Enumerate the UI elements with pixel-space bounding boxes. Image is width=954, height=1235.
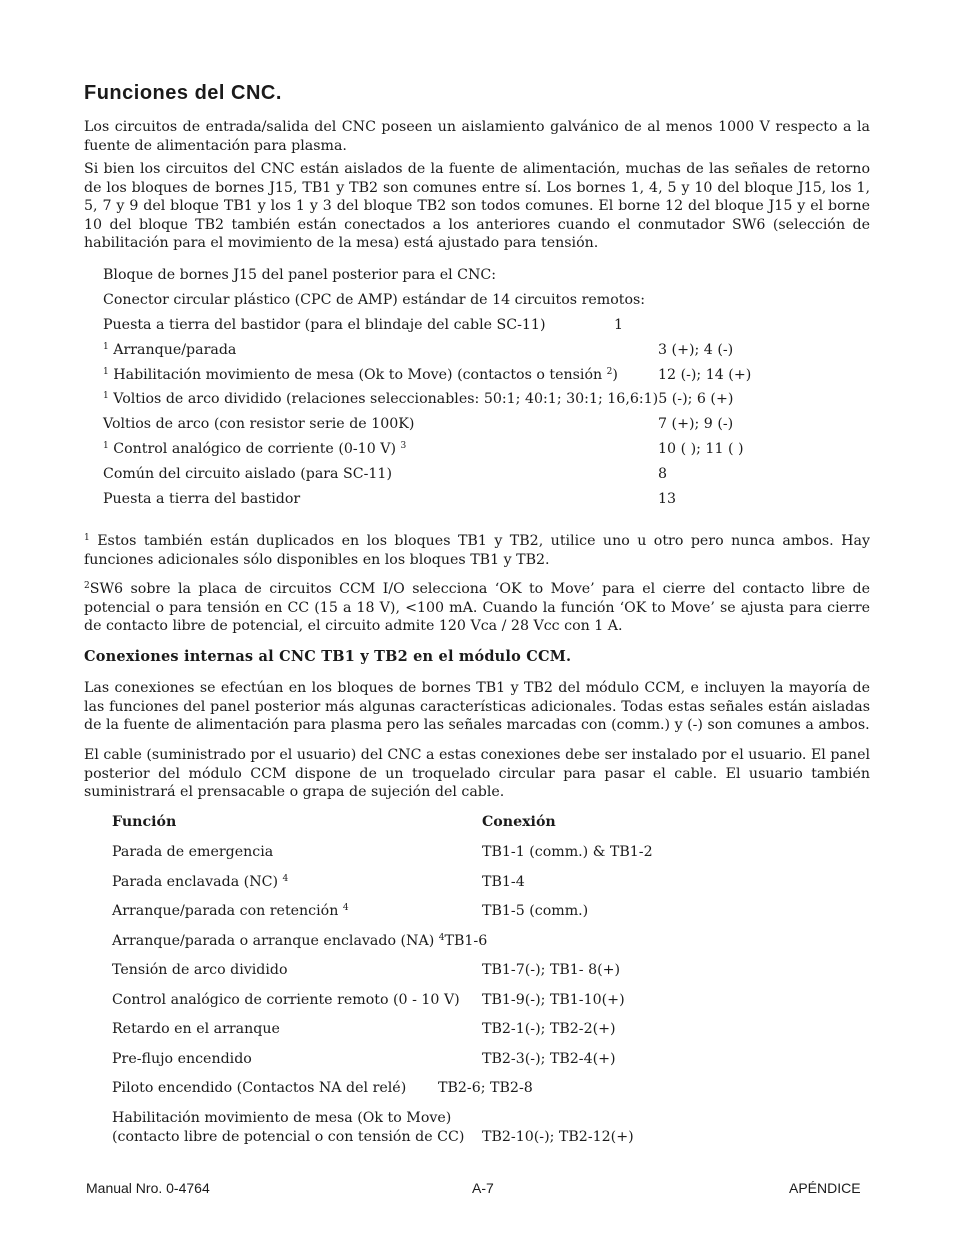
j15-row-value: 10 ( ); 11 ( ): [658, 441, 744, 457]
j15-row-label: $^1$ Habilitación movimiento de mesa (Ok to Move) (contactos o tensión $^2$): [103, 367, 618, 383]
j15-row-value: 3 (+); 4 (-): [658, 342, 734, 358]
j15-row-label: Común del circuito aislado (para SC-11): [103, 466, 392, 482]
table-row-connection: TB2-10(-); TB2-12(+): [482, 1129, 634, 1145]
footnote-2: $^2$SW6 sobre la placa de circuitos CCM I/O selecciona ‘OK to Move’ para el cierre del contacto libre de potencial o para tensión en CC (15 a 18 V), <100 mA. Cuando la función ‘OK to Move’ se ajusta para cierre de contacto libre de potencial, el circuito admite 120 Vca / 28 Vcc con 1 A.: [84, 581, 870, 635]
table-row-function: Piloto encendido (Contactos NA del relé): [112, 1080, 407, 1096]
j15-row-value: 12 (-); 14 (+): [658, 367, 752, 383]
section-paragraph-2: El cable (suministrado por el usuario) del CNC a estas conexiones debe ser instalado por el usuario. El panel posterior del módulo CCM dispone de un troquelado circular para pasar el cable. El usuario también suministrará el prensacable o grapa de sujeción del cable.: [84, 747, 870, 801]
j15-row-label: $^1$ Voltios de arco dividido (relaciones seleccionables: 50:1; 40:1; 30:1; 16,6:1)5 (-); 6 (+): [103, 391, 734, 407]
section-heading: Conexiones internas al CNC TB1 y TB2 en el módulo CCM.: [84, 648, 572, 665]
table-row-connection: TB1-5 (comm.): [482, 903, 589, 919]
table-row-function: Tensión de arco dividido: [112, 962, 288, 978]
table-row-function: Pre-flujo encendido: [112, 1051, 252, 1067]
j15-row-value: 8: [658, 466, 668, 482]
table-row-connection: TB1-7(-); TB1- 8(+): [482, 962, 621, 978]
footer-manual-number: Manual Nro. 0-4764: [86, 1180, 210, 1196]
table-row-connection: TB1-9(-); TB1-10(+): [482, 992, 625, 1008]
col-header-function: Función: [112, 814, 177, 830]
col-header-connection: Conexión: [482, 814, 556, 830]
section-paragraph-1: Las conexiones se efectúan en los bloques de bornes TB1 y TB2 del módulo CCM, e incluyen la mayoría de las funciones del panel posterior más algunas características adicionales. Todas estas señales están aisladas de la fuente de alimentación para plasma pero las señales marcadas con (comm.) y (-) son comunes a ambos.: [84, 680, 870, 734]
footnote-1: $^1$ Estos también están duplicados en los bloques TB1 y TB2, utilice uno u otro pero nunca ambos. Hay funciones adicionales sólo disponibles en los bloques TB1 y TB2.: [84, 533, 870, 568]
intro-paragraph-2: Si bien los circuitos del CNC están aislados de la fuente de alimentación, muchas de las señales de retorno de los bloques de bornes J15, TB1 y TB2 son comunes entre sí. Los bornes 1, 4, 5 y 10 del bloque J15, los 1, 5, 7 y 9 del bloque TB1 y los 1 y 3 del bloque TB2 son todos comunes. El borne 12 del bloque J15 y el borne 10 del bloque TB2 también están conectados a los anteriores cuando el conmutador SW6 (selección de habilitación para el movimiento de la mesa) está ajustado para tensión.: [84, 161, 870, 252]
table-row-function: Habilitación movimiento de mesa (Ok to Move): [112, 1110, 452, 1126]
table-row-connection: TB2-3(-); TB2-4(+): [482, 1051, 616, 1067]
table-row-connection: TB2-1(-); TB2-2(+): [482, 1021, 616, 1037]
table-row-connection: TB2-6; TB2-8: [438, 1080, 533, 1096]
table-row-function: Arranque/parada o arranque enclavado (NA) $^4$TB1-6: [112, 933, 488, 949]
j15-row-label: Puesta a tierra del bastidor (para el blindaje del cable SC-11): [103, 317, 546, 333]
j15-row-value: 7 (+); 9 (-): [658, 416, 734, 432]
j15-row-label: Voltios de arco (con resistor serie de 100K): [103, 416, 415, 432]
table-row-function: Control analógico de corriente remoto (0 - 10 V): [112, 992, 460, 1008]
table-row-function: Retardo en el arranque: [112, 1021, 280, 1037]
cpc-heading: Conector circular plástico (CPC de AMP) estándar de 14 circuitos remotos:: [103, 292, 646, 308]
table-row-function: Parada de emergencia: [112, 844, 274, 860]
table-row-function-line2: (contacto libre de potencial o con tensión de CC): [112, 1129, 465, 1145]
j15-row-label: $^1$ Arranque/parada: [103, 342, 237, 358]
j15-heading: Bloque de bornes J15 del panel posterior para el CNC:: [103, 267, 497, 283]
footer-page-number: A-7: [472, 1180, 494, 1196]
table-row-function: Arranque/parada con retención $^4$: [112, 903, 349, 919]
j15-row-label: $^1$ Control analógico de corriente (0-10 V) $^3$: [103, 441, 407, 457]
j15-row-value: 13: [658, 491, 677, 507]
intro-paragraph-1: Los circuitos de entrada/salida del CNC poseen un aislamiento galvánico de al menos 1000 V respecto a la fuente de alimentación para plasma.: [84, 119, 870, 154]
footer-section: APÉNDICE: [789, 1180, 861, 1196]
j15-row-label: Puesta a tierra del bastidor: [103, 491, 301, 507]
table-row-connection: TB1-1 (comm.) & TB1-2: [482, 844, 653, 860]
table-row-connection: TB1-4: [482, 874, 525, 890]
page-title: Funciones del CNC.: [84, 82, 282, 104]
table-row-function: Parada enclavada (NC) $^4$: [112, 874, 289, 890]
j15-row-value: 1: [614, 317, 624, 333]
